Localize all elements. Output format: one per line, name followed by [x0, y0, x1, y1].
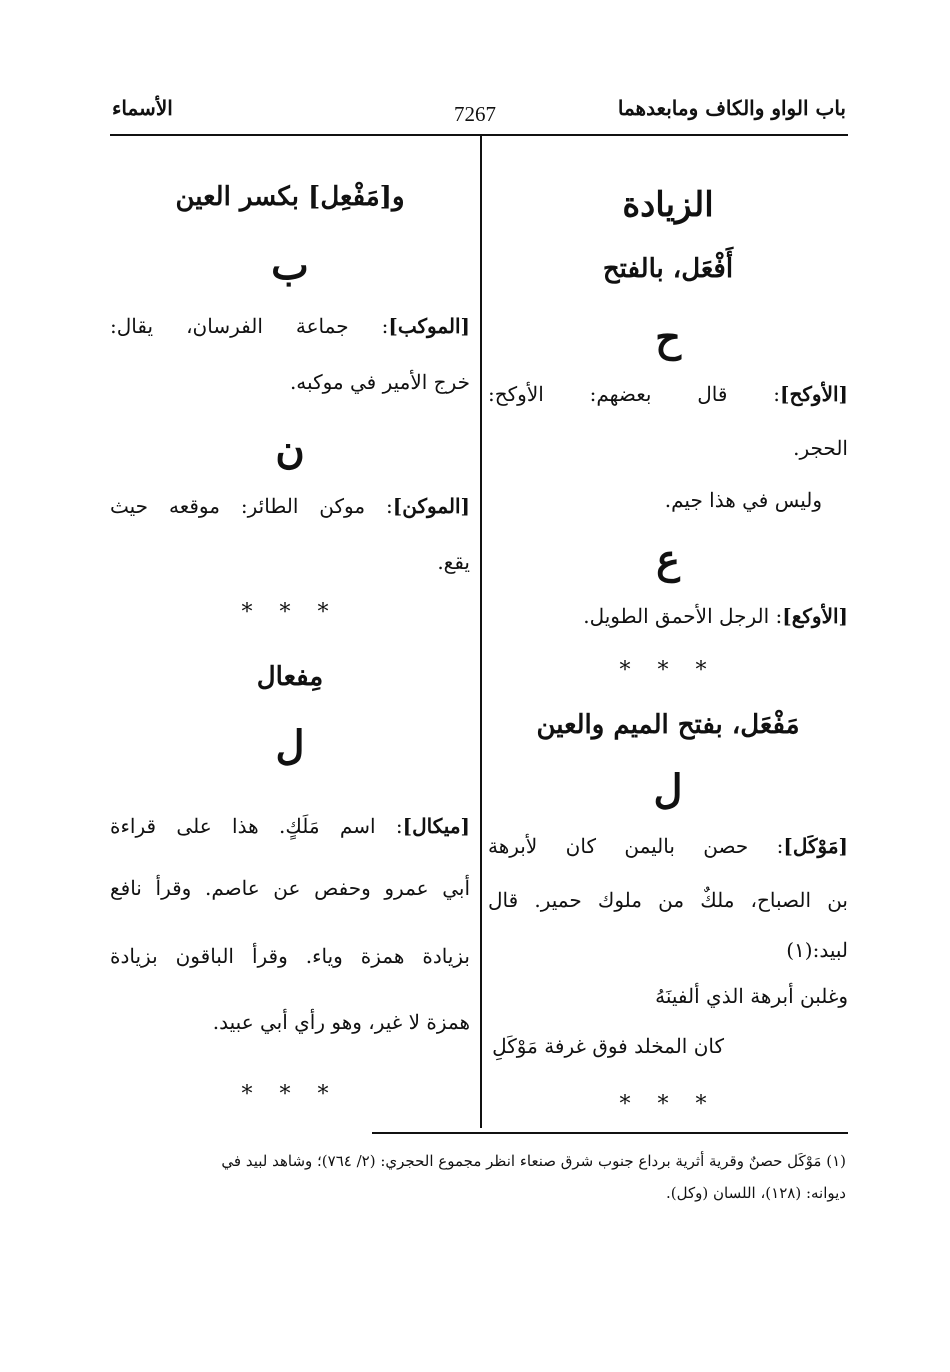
verse-line: كان المخلد فوق غرفة مَوْكَلِ — [492, 1034, 724, 1058]
footnote-rule — [372, 1132, 848, 1134]
entry-keyword: [الموكن] — [392, 494, 470, 518]
entry-mawkin-line2: يقع. — [437, 550, 470, 574]
pattern-heading: مَفْعَل، بفتح الميم والعين — [536, 710, 800, 740]
column-divider — [480, 136, 482, 1128]
pattern-heading: مِفعال — [256, 662, 324, 692]
header-rule — [110, 134, 848, 136]
entry-mawkal-line2: بن الصباح، ملكٌ من ملوك حمير. قال — [488, 888, 848, 912]
entry-mikal-line1 — [110, 816, 470, 836]
running-header-chapter: باب الواو والكاف ومابعدهما — [617, 96, 846, 120]
footnote-line1: (١) مَوْكَل حصنٌ وقرية أثرية برداع جنوب شرق صنعاء انظر مجموع الحجري: (٢/ ٧٦٤)؛ وشاهد لبيد في — [221, 1152, 846, 1170]
entry-mikal-line3: بزيادة همزة وياء. وقرأ الباقون بزيادة — [110, 944, 470, 968]
letter-heading: ب — [271, 242, 309, 289]
pattern-heading: أَفْعَل، بالفتح — [602, 254, 734, 284]
section-separator: * * * — [619, 658, 717, 683]
entry-keyword: [الأوكح] — [780, 382, 848, 406]
letter-heading: ع — [656, 536, 680, 583]
letter-heading: ن — [275, 426, 305, 473]
letter-heading: ح — [655, 314, 681, 361]
entry-mikal-line4: همزة لا غير، وهو رأي أبي عبيد. — [212, 1010, 470, 1034]
entry-awkah-line1 — [488, 384, 848, 404]
footnote-line2: ديوانه: (١٢٨)، اللسان (وكل). — [666, 1184, 846, 1202]
entry-text: : الرجل الأحمق الطويل. — [583, 604, 783, 628]
letter-heading: ل — [275, 722, 305, 769]
entry-mawkal-line1 — [488, 836, 848, 856]
letter-heading: ل — [653, 766, 683, 813]
entry-keyword: [مَوْكَل] — [783, 834, 848, 858]
entry-mawkin-line1 — [110, 496, 470, 516]
entry-mawkib-line1 — [110, 316, 470, 336]
entry-text: : حصن باليمن كان لأبرهة — [488, 834, 784, 858]
entry-keyword: [الموكب] — [388, 314, 470, 338]
entry-keyword: [الأوكع] — [782, 604, 848, 628]
page-number: 7267 — [454, 102, 496, 126]
section-separator: * * * — [619, 1092, 717, 1117]
entry-awka — [583, 606, 848, 626]
section-separator: * * * — [241, 1082, 339, 1107]
entry-mawkib-line2: خرج الأمير في موكبه. — [289, 370, 470, 394]
section-title: الزيادة — [622, 185, 714, 225]
entry-mikal-line2: أبي عمرو وحفص عن عاصم. وقرأ نافع — [110, 876, 470, 900]
pattern-heading: و[مَفْعِل] بكسر العين — [175, 182, 405, 212]
entry-text: : موكن الطائر: موقعه حيث — [110, 494, 393, 518]
entry-text: : جماعة الفرسان، يقال: — [110, 314, 389, 338]
running-header-section: الأسماء — [112, 96, 173, 120]
entry-awkah-line2: الحجر. — [793, 436, 848, 460]
entry-text: : اسم مَلَكٍ. هذا على قراءة — [110, 814, 403, 838]
entry-text: : قال بعضهم: الأوكح: — [488, 382, 781, 406]
entry-mawkal-line3: لبيد:(١) — [786, 938, 848, 962]
section-separator: * * * — [241, 600, 339, 625]
entry-keyword: [ميكال] — [402, 814, 470, 838]
entry-awkah-line3: وليس في هذا جيم. — [664, 488, 822, 512]
verse-line: وغلبن أبرهة الذي ألفينَهُ — [655, 984, 848, 1008]
